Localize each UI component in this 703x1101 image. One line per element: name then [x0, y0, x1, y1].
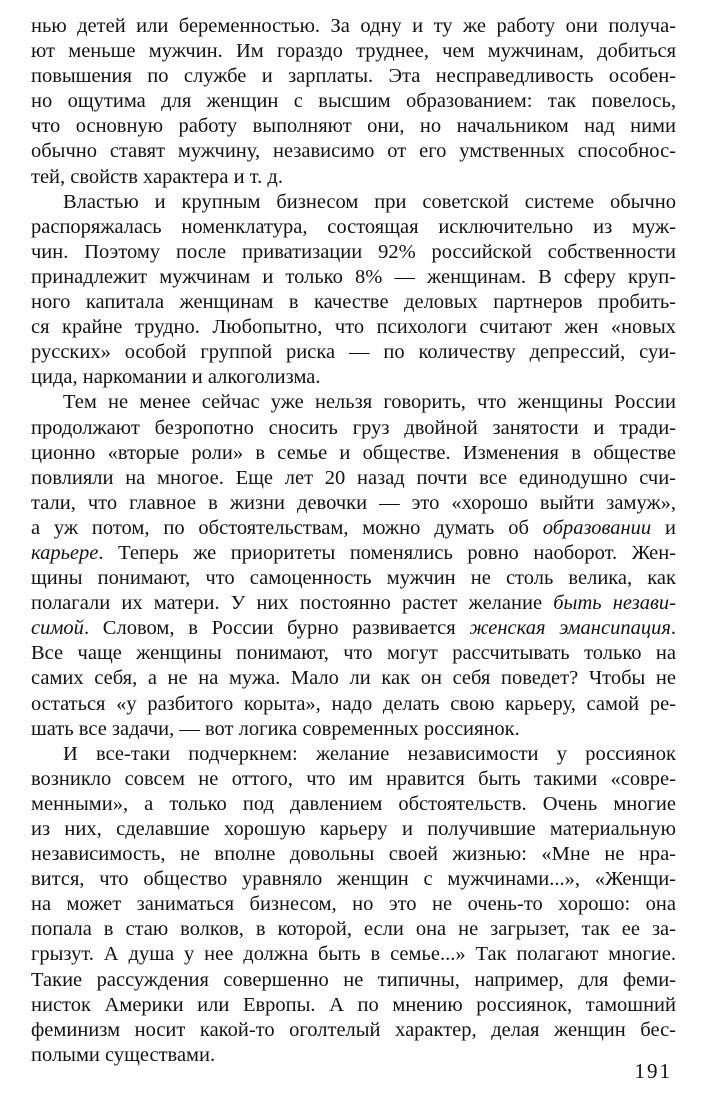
text-line: [31, 742, 676, 767]
text-segment: Такие рассуждения совершенно не типичны, например, для феми-: [31, 968, 676, 991]
text-line: [31, 215, 676, 240]
text-segment: щины понимают, что самоценность мужчин не столь велика, как: [31, 567, 676, 590]
italic-text: образовании: [542, 516, 652, 539]
text-line: [31, 616, 676, 641]
text-line: [31, 717, 676, 742]
page-number: 191: [634, 1059, 672, 1083]
text-segment: цида, наркомании и алкоголизма.: [31, 366, 321, 389]
text-segment: тей, свойств характера и т. д.: [31, 165, 283, 188]
text-segment: Все чаще женщины понимают, что могут рассчитывать только на: [31, 642, 676, 665]
text-segment: феминизм носит какой-то оголтелый характер, делая женщин бес-: [31, 1018, 676, 1041]
text-segment: грызут. А душа у нее должна быть в семье...» Так полагают многие.: [31, 943, 676, 966]
text-segment: менными», а только под давлением обстоятельств. Очень многие: [31, 792, 676, 815]
text-segment: .: [670, 617, 676, 640]
text-line: [31, 792, 676, 817]
text-line: [31, 817, 676, 842]
text-segment: ционно «вторые роли» в семье и обществе. Изменения в обществе: [31, 441, 676, 464]
text-line: [31, 666, 676, 691]
text-line: [31, 892, 676, 917]
text-segment: ся крайне трудно. Любопытно, что психологи считают жен «новых: [31, 316, 676, 339]
text-segment: нью детей или беременностью. За одну и ту же работу они получа-: [31, 15, 676, 37]
text-line: [31, 917, 676, 942]
text-line: [31, 516, 676, 541]
text-segment: Властью и крупным бизнесом при советской системе обычно: [63, 190, 676, 213]
text-line: [31, 416, 676, 441]
text-line: [31, 942, 676, 967]
text-line: [31, 993, 676, 1018]
text-segment: независимость, не вполне довольны своей жизнью: «Мне не нра-: [31, 843, 676, 866]
text-segment: попала в стаю волков, в которой, если она не загрызет, так ее за-: [31, 918, 676, 941]
text-line: [31, 390, 676, 415]
paragraph: [31, 390, 676, 741]
text-segment: но ощутима для женщин с высшим образованием: так повелось,: [31, 90, 676, 113]
text-line: [31, 541, 676, 566]
text-segment: . Словом, в России бурно развивается: [83, 617, 470, 640]
text-line: [31, 340, 676, 365]
text-segment: повлияли на многое. Еще лет 20 назад почти все единодушно счи-: [31, 466, 676, 489]
text-segment: шать все задачи, — вот логика современных россиянок.: [31, 717, 520, 740]
page-body: [31, 14, 676, 1068]
text-line: [31, 315, 676, 340]
paragraph: [31, 190, 676, 391]
text-segment: . Теперь же приоритеты поменялись ровно наоборот. Жен-: [98, 541, 676, 564]
text-segment: ют меньше мужчин. Им гораздо труднее, чем мужчинам, добиться: [31, 40, 676, 63]
italic-text: карьере: [31, 541, 99, 564]
text-segment: повышения по службе и зарплаты. Эта несправедливость особен-: [31, 65, 676, 88]
text-segment: что основную работу выполняют они, но начальником над ними: [31, 115, 676, 138]
text-line: [31, 240, 676, 265]
text-segment: на может заниматься бизнесом, но это не очень-то хорошо: она: [31, 893, 676, 916]
text-line: [31, 1043, 676, 1068]
text-line: [31, 692, 676, 717]
text-line: [31, 491, 676, 516]
text-line: [31, 89, 676, 114]
italic-text: быть незави-: [553, 592, 676, 615]
text-line: [31, 165, 676, 190]
text-segment: русских» особой группой риска — по количеству депрессий, суи-: [31, 341, 676, 364]
text-line: [31, 265, 676, 290]
paragraph: [31, 742, 676, 1068]
paragraph: [31, 14, 676, 190]
text-line: [31, 466, 676, 491]
text-line: [31, 290, 676, 315]
text-segment: возникло совсем не оттого, что им нравится быть такими «совре-: [31, 767, 676, 790]
text-segment: ного капитала женщинам в качестве деловых партнеров пробить-: [31, 291, 676, 314]
text-segment: тали, что главное в жизни девочки — это «хорошо выйти замуж»,: [31, 491, 676, 514]
text-line: [31, 365, 676, 390]
text-line: [31, 566, 676, 591]
text-segment: И все-таки подчеркнем: желание независимости у россиянок: [63, 742, 676, 765]
text-segment: и: [651, 516, 676, 539]
italic-text: женская эмансипация: [469, 617, 671, 640]
text-segment: а уж потом, по обстоятельствам, можно думать об: [31, 516, 543, 539]
text-line: [31, 641, 676, 666]
text-line: [31, 968, 676, 993]
text-segment: полагали их матери. У них постоянно растет желание: [31, 592, 554, 615]
text-line: [31, 591, 676, 616]
text-segment: вится, что общество уравняло женщин с мужчинами...», «Женщи-: [31, 868, 676, 891]
text-line: [31, 139, 676, 164]
text-line: [31, 64, 676, 89]
text-line: [31, 767, 676, 792]
text-line: [31, 114, 676, 139]
text-segment: Тем не менее сейчас уже нельзя говорить, что женщины России: [63, 391, 676, 414]
text-segment: полыми существами.: [31, 1043, 216, 1066]
text-segment: из них, сделавшие хорошую карьеру и получившие материальную: [31, 818, 676, 840]
text-segment: продолжают безропотно сносить груз двойной занятости и тради-: [31, 416, 676, 439]
text-line: [31, 867, 676, 892]
italic-text: симой: [31, 617, 84, 640]
text-segment: чин. Поэтому после приватизации 92% российской собственности: [31, 240, 676, 263]
text-line: [31, 39, 676, 64]
text-line: [31, 190, 676, 215]
text-segment: остаться «у разбитого корыта», надо делать свою карьеру, самой ре-: [31, 692, 676, 715]
text-segment: распоряжалась номенклатура, состоящая исключительно из муж-: [31, 215, 676, 238]
text-segment: нисток Америки или Европы. А по мнению россиянок, тамошний: [31, 993, 676, 1016]
text-line: [31, 1018, 676, 1043]
text-line: [31, 842, 676, 867]
text-segment: самих себя, а не на мужа. Мало ли как он себя поведет? Чтобы не: [31, 667, 676, 690]
text-segment: принадлежит мужчинам и только 8% — женщинам. В сферу круп-: [31, 265, 676, 288]
text-line: [31, 14, 676, 39]
text-segment: обычно ставят мужчину, независимо от его умственных способнос-: [31, 140, 676, 163]
text-line: [31, 441, 676, 466]
